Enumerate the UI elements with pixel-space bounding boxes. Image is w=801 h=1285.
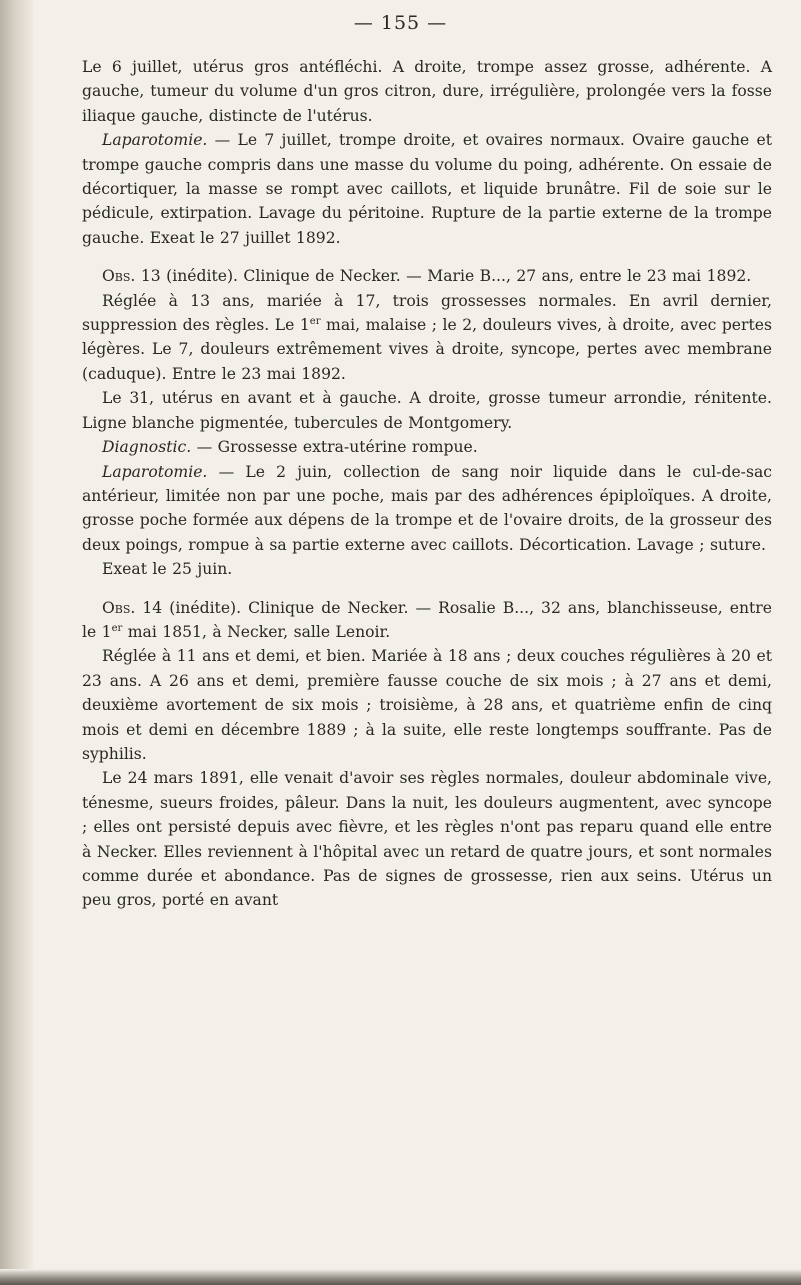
observation-13-heading xyxy=(82,264,772,288)
paragraph-text: 14 (inédite). Clinique de Necker. — Rosalie B..., 32 ans, blanchisseuse, entre le 1 xyxy=(82,598,772,641)
paragraph-text: Le 6 juillet, utérus gros antéfléchi. A droite, trompe assez grosse, adhérente. A gauche, tumeur du volume d'un gros citron, dure, irrégulière, prolongée vers la fosse iliaque gauche, distincte de l'utérus. xyxy=(82,58,772,125)
paragraph-laparotomy-2 xyxy=(82,460,772,558)
paragraph-diagnostic xyxy=(82,435,772,459)
paragraph-exeat-june xyxy=(82,557,772,581)
paragraph-text: Réglée à 11 ans et demi, et bien. Mariée à 18 ans ; deux couches régulières à 20 et 23 ans. A 26 ans et demi, première fausse couche de six mois ; à 27 ans et demi, deuxième avortement de six mois ; troisième, à 28 ans, et quatrième enfin de cinq mois et demi en décembre 1889 ; à la suite, elle reste longtemps souffrante. Pas de syphilis. xyxy=(82,647,772,763)
paragraph-text: Exeat le 25 juin. xyxy=(102,560,233,579)
superscript: er xyxy=(111,622,123,634)
paragraph-text: — Le 7 juillet, trompe droite, et ovaires normaux. Ovaire gauche et trompe gauche compris dans une masse du volume du poing, adhérente. On essaie de décortiquer, la masse se rompt avec caillots, et liquide brunâtre. Fil de soie sur le pédicule, extirpation. Lavage du péritoine. Rupture de la partie externe de la trompe gauche. Exeat le 27 juillet 1892. xyxy=(82,131,772,247)
paragraph-history-14 xyxy=(82,644,772,766)
section-lead: Laparotomie. xyxy=(102,131,208,150)
paragraph-text: — Grossesse extra-utérine rompue. xyxy=(191,438,478,457)
paragraph-text: mai, malaise ; le 2, douleurs vives, à droite, avec pertes légères. Le 7, douleurs extrêmement vives à droite, syncope, pertes avec membrane (caduque). Entre le 23 mai 1892. xyxy=(82,316,772,383)
paragraph-text: Réglée à 13 ans, mariée à 17, trois grossesses normales. En avril dernier, suppression des règles. Le 1 xyxy=(82,291,772,335)
section-lead: Laparotomie. xyxy=(102,462,208,481)
paragraph-march-1891 xyxy=(82,766,772,912)
paragraph-laparotomy-1 xyxy=(82,128,772,250)
page-bottom-shadow xyxy=(0,1269,801,1285)
obs-label: Obs. xyxy=(102,598,136,617)
observation-14-heading xyxy=(82,596,772,645)
superscript: er xyxy=(309,315,321,327)
paragraph-text: 13 (inédite). Clinique de Necker. — Marie B..., 27 ans, entre le 23 mai 1892. xyxy=(135,267,752,286)
paragraph-exam-31 xyxy=(82,386,772,435)
paragraph-text: mai 1851, à Necker, salle Lenoir. xyxy=(122,622,391,641)
paragraph-text: Le 24 mars 1891, elle venait d'avoir ses règles normales, douleur abdominale vive, ténesme, sueurs froides, pâleur. Dans la nuit, les douleurs augmentent, avec syncope ; elles ont persisté depuis avec fièvre, et les règles n'ont pas reparu quand elle entre à Necker. Elles reviennent à l'hôpital avec un retard de quatre jours, et sont normales comme durée et abondance. Pas de signes de grossesse, rien aux seins. Utérus un peu gros, porté en avant xyxy=(82,769,772,910)
section-lead: Diagnostic. xyxy=(102,438,192,457)
paragraph-history-13 xyxy=(82,289,772,387)
paragraph-text: — Le 2 juin, collection de sang noir liquide dans le cul-de-sac antérieur, limitée non par une poche, mais par des adhérences épiploïques. A droite, grosse poche formée aux dépens de la trompe et de l'ovaire droits, de la grosseur des deux poings, rompue à sa partie externe avec caillots. Décortication. Lavage ; suture. xyxy=(82,462,772,554)
page-binding-shadow xyxy=(0,0,34,1285)
page-body xyxy=(82,55,772,913)
paragraph-text: Le 31, utérus en avant et à gauche. A droite, grosse tumeur arrondie, rénitente. Ligne blanche pigmentée, tubercules de Montgomery. xyxy=(82,389,772,432)
paragraph-exam-july-6 xyxy=(82,55,772,128)
page-number: — 155 — xyxy=(353,12,448,34)
obs-label: Obs. xyxy=(102,267,136,286)
